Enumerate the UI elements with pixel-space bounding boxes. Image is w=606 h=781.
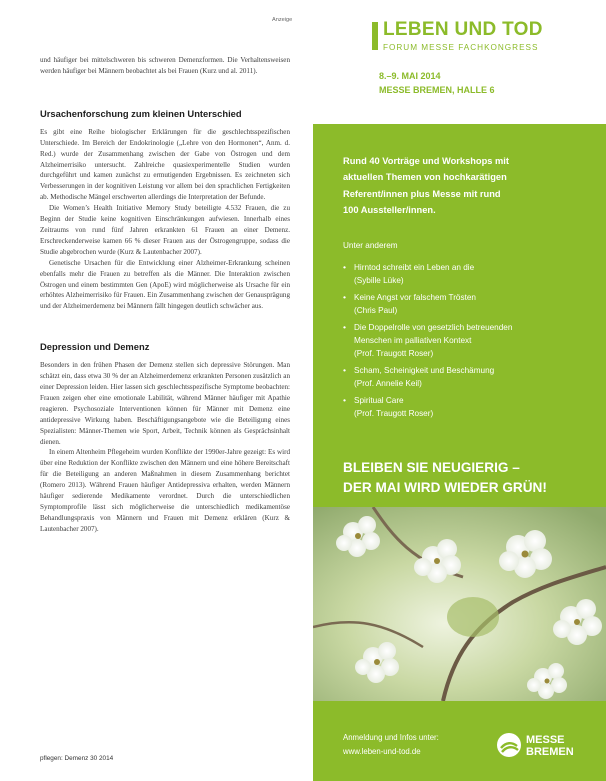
list-item — [343, 394, 588, 420]
logo-wordmark — [526, 734, 574, 758]
intro-line: Rund 40 Vorträge und Workshops mit — [343, 156, 509, 166]
logo-line: BREMEN — [526, 746, 574, 758]
intro-line: 100 Aussteller/innen. — [343, 204, 436, 215]
section-heading-causes: Ursachenforschung zum kleinen Unterschied — [40, 107, 242, 119]
ad-headline — [343, 458, 547, 497]
logo-line: MESSE — [526, 734, 565, 746]
session-title: Menschen im palliativen Kontext — [354, 336, 472, 345]
register-url-link[interactable]: www.leben-und-tod.de — [343, 747, 421, 756]
paragraph: In einem Altenheim Pflegeheim wurden Konflikte der 1990er-Jahre gezeigt: Es wird über eine Reduktion der Konflikte zwischen den Männern und eine höhere Bereitschaft für die Beteiligung an anderen Maßnahmen in diesem Zusammenhang berichtet (Romero 2013). Während Frauen häufiger Antidepressiva erhalten, werden Männern häufiger sedierende Medikamente verordnet. Durch die unterschiedlichen Symptomprofile lässt sich möglicherweise die unterschiedlich medikamentöse Behandlungspraxis von Männern und Frauen mit Demenz erklären (Kurz & Lautenbacher 2007). — [40, 448, 290, 533]
paragraph: Es gibt eine Reihe biologischer Erklärungen für die geschlechtsspezifischen Unterschiede. Im Bereich der Endokrinologie („Lehre von den Hormonen“, Anm. d. Red.) wurde der Zusammenhang zwischen der Gabe von Östrogen und dem Alzheimerrisiko untersucht. Zahlreiche quasiexperimentelle Studien wurden durchgeführt und kamen zunächst zu ermutigenden Ergebnissen. Es zeichneten sich Verbesserungen in der kognitiven Leistung vor allem bei den sprachlichen Fertigkeiten ab. Methodische Mängel erschwerten allerdings die Interpretation der Befunde. — [40, 127, 290, 202]
event-date: 8.–9. MAI 2014 — [379, 71, 441, 81]
article-column — [40, 55, 290, 535]
list-item — [343, 261, 588, 287]
session-title: Hirntod schreibt ein Leben an die — [354, 263, 475, 272]
session-title: Spiritual Care — [354, 396, 404, 405]
session-speaker: (Prof. Traugott Roser) — [354, 409, 434, 418]
paragraph: Die Women’s Health Initiative Memory Study beteiligte 4.532 Frauen, die zu Beginn der Studie keine kognitiven Einschränkungen aufwiesen. Innerhalb eines Zeitraums von rund fünf Jahren erkrankten 61 Frauen an einer Demenz. Erschreckenderweise kamen 66 % dieser Frauen aus der Östrogengruppe, sodass die Studie abgebrochen wurde (Kurz & Lautenbacher 2007). — [40, 204, 290, 256]
session-title: Die Doppelrolle von gesetzlich betreuenden — [354, 323, 513, 332]
register-label: Anmeldung und Infos unter: — [343, 733, 439, 742]
intro-line: aktuellen Themen von hochkarätigen — [343, 172, 507, 183]
paragraph: Genetische Ursachen für die Entwicklung einer Alzheimer-Erkrankung scheinen ebenfalls mehr die Frauen zu betreffen als die Männer. Die Interaktion zwischen Östrogen und einem bestimmten Gen (ApoE) wird möglicherweise als Ursache für ein erhöhtes Alzheimerrisiko für Frauen. Ein Zusammenhang zwischen der Genausprägung und der Alzheimerdemenz bei Männern fällt hingegen deutlich schwächer aus. — [40, 258, 290, 311]
intro-paragraph: und häufiger bei mittelschweren bis schweren Demenzformen. Die Verhaltensweisen werden häufiger bei Männern beobachtet als bei Frauen (Kurz und al. 2011). — [40, 56, 290, 75]
event-advertisement — [313, 0, 606, 781]
list-item — [343, 364, 588, 390]
ad-header — [313, 0, 606, 124]
bullet-icon: • — [343, 322, 347, 332]
blossom-photo — [313, 507, 606, 701]
blossom-image — [313, 507, 606, 701]
session-speaker: (Prof. Annelie Keil) — [354, 379, 422, 388]
bullet-icon: • — [343, 365, 347, 375]
bullet-icon: • — [343, 292, 347, 302]
list-item — [343, 321, 588, 360]
intro-line: Referent/innen plus Messe mit rund — [343, 188, 501, 199]
brand-accent-bar — [372, 22, 378, 50]
session-list — [343, 261, 588, 424]
session-speaker: (Sybille Lüke) — [354, 276, 404, 285]
bullet-icon: • — [343, 395, 347, 405]
session-speaker: (Chris Paul) — [354, 306, 398, 315]
session-speaker: (Prof. Traugott Roser) — [354, 349, 434, 358]
page-footer: pflegen: Demenz 30 2014 — [40, 755, 114, 762]
ad-tag: Anzeige — [272, 17, 293, 23]
brand-subtitle: FORUM MESSE FACHKONGRESS — [383, 43, 539, 52]
session-title: Keine Angst vor falschem Trösten — [354, 293, 476, 302]
list-item — [343, 291, 588, 317]
sessions-label: Unter anderem — [343, 241, 398, 250]
brand-title: LEBEN UND TOD — [383, 19, 543, 40]
ad-intro — [343, 153, 583, 218]
paragraph: Besonders in den frühen Phasen der Demenz stellen sich depressive Störungen. Man schätzt ein, dass etwa 30 % der an Alzheimerdemenz erkrankten Personen zusätzlich an einer Depression leiden. Hier lassen sich geschlechtsspezifische Symptome beobachten: Frauen zeigen eher eine emotionale Labilität, während Männer häufiger mit Apathie reagieren. Psychosoziale Interventionen können für Männer mit Demenz eine antidepressive Wirkung haben. Beschäftigungsangebote wie die Beteiligung eines Spezialisten: Männer-Themen wie Sport, Arbeit, Technik können als Gesprächsinhalt dienen. — [40, 361, 290, 446]
headline-line: DER MAI WIRD WIEDER GRÜN! — [343, 479, 547, 495]
section-heading-depression: Depression und Demenz — [40, 341, 150, 353]
headline-line: BLEIBEN SIE NEUGIERIG – — [343, 460, 520, 475]
session-title: Scham, Scheinigkeit und Beschämung — [354, 366, 495, 375]
messe-bremen-logo-icon — [497, 733, 521, 757]
bullet-icon: • — [343, 262, 347, 272]
event-venue: MESSE BREMEN, HALLE 6 — [379, 85, 495, 95]
